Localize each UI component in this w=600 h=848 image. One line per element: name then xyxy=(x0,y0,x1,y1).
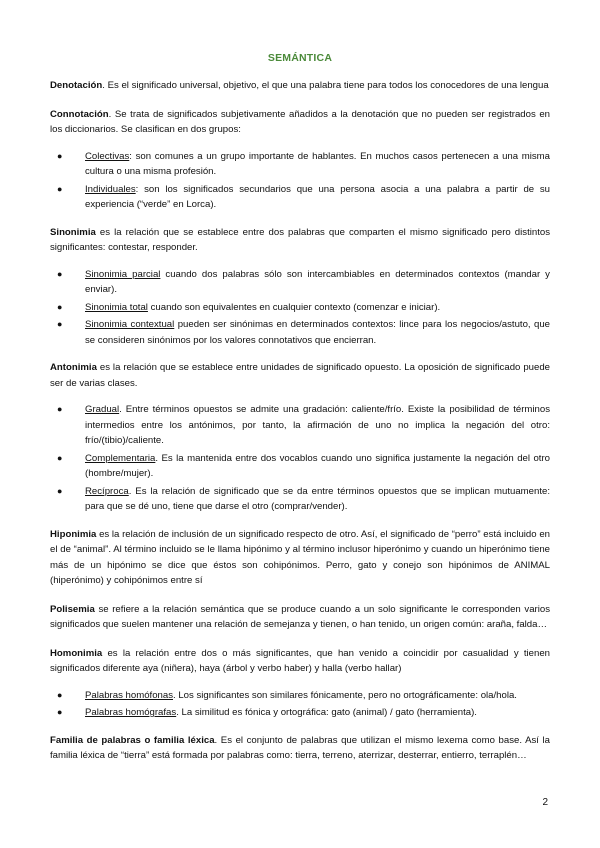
list-item-text: pueden ser sinónimas en determinados contextos: lince para los negocios/astuto, que se consideren sinónimos por los valores connotativos que encierran. xyxy=(85,319,550,346)
term-hiponimia: Hiponimia xyxy=(50,528,97,540)
list-item xyxy=(57,705,550,721)
list-item xyxy=(57,317,550,348)
bullet-icon: ● xyxy=(57,452,63,463)
antonimia-text: es la relación que se establece entre unidades de significado opuesto. La oposición de significado puede ser de varias clases. xyxy=(50,362,550,389)
sinonimia-text: es la relación que se establece entre dos palabras que comparten el mismo significado pero distintos significantes: contestar, responder. xyxy=(50,226,550,253)
term-homonimia: Homonimia xyxy=(50,647,103,659)
page-number: 2 xyxy=(542,797,548,808)
list-item xyxy=(57,688,550,704)
antonimia-list xyxy=(50,402,550,515)
list-item-text: . Los significantes son similares fónicamente, pero no ortográficamente: ola/hola. xyxy=(173,689,517,701)
homonimia-list xyxy=(50,688,550,721)
antonimia-paragraph xyxy=(50,360,550,391)
homonimia-paragraph xyxy=(50,646,550,677)
connotacion-text: . Se trata de significados subjetivamente añadidos a la denotación que no pueden ser registrados en los diccionarios. Se clasifican en dos grupos: xyxy=(50,108,550,135)
list-item-text: : son los significados secundarios que una persona asocia a una palabra a partir de su experiencia (“verde” en Lorca). xyxy=(85,183,550,210)
bullet-icon: ● xyxy=(57,183,63,194)
list-item-text: . Es la mantenida entre dos vocablos cuando uno significa justamente la negación del otro (hombre/mujer). xyxy=(85,452,550,479)
list-item-term: Palabras homógrafas xyxy=(85,707,177,718)
polisemia-paragraph xyxy=(50,602,550,633)
bullet-icon: ● xyxy=(57,707,63,717)
list-item-text: . Es la relación de significado que se da entre términos opuestos que se implican mutuamente: para que se dé uno, tiene que darse el otro (comprar/vender). xyxy=(85,485,550,512)
bullet-icon: ● xyxy=(57,319,63,329)
bullet-icon: ● xyxy=(57,689,63,700)
list-item-text: . Entre términos opuestos se admite una gradación: caliente/frío. Existe la posibilidad de términos intermedios entre los antónimos, por tanto, la afirmación de uno no implica la negación del otro: frío/(tibio)/caliente. xyxy=(85,404,550,446)
list-item-term: Individuales xyxy=(85,183,136,195)
polisemia-text: se refiere a la relación semántica que se produce cuando a un solo significante le corresponden varios significados que suelen mantener una relación de semejanza y tienen, o han tenido, un origen común: araña, falda… xyxy=(50,603,550,630)
bullet-icon: ● xyxy=(57,150,63,161)
list-item xyxy=(57,267,550,298)
list-item-text: . La similitud es fónica y ortográfica: gato (animal) / gato (herramienta). xyxy=(176,707,477,718)
hiponimia-paragraph xyxy=(50,527,550,589)
list-item xyxy=(57,300,550,316)
page-title: SEMÁNTICA xyxy=(267,52,333,64)
familia-text: . Es el conjunto de palabras que utilizan el mismo lexema como base. Así la familia léxica de “tierra” está formada por palabras como: tierra, terreno, aterrizar, desterrar, entierro, terraplén… xyxy=(50,734,550,761)
term-antonimia: Antonimia xyxy=(50,362,97,373)
list-item-text: : son comunes a un grupo importante de hablantes. En muchos casos pertenecen a una misma cultura o una misma profesión. xyxy=(85,150,550,177)
connotacion-paragraph xyxy=(50,107,550,138)
list-item-term: Sinonimia parcial xyxy=(85,268,161,280)
denotacion-paragraph xyxy=(50,78,550,94)
list-item xyxy=(57,182,550,213)
denotacion-text: . Es el significado universal, objetivo, el que una palabra tiene para todos los conocedores de una lengua xyxy=(102,80,549,91)
bullet-icon: ● xyxy=(57,485,63,496)
list-item xyxy=(57,451,550,482)
bullet-icon: ● xyxy=(57,301,63,312)
term-connotacion: Connotación xyxy=(50,108,109,120)
list-item-term: Complementaria xyxy=(85,452,156,464)
list-item-term: Gradual xyxy=(85,404,120,415)
document-page xyxy=(50,52,550,777)
list-item-term: Sinonimia contextual xyxy=(85,319,175,330)
sinonimia-list xyxy=(50,267,550,349)
term-polisemia: Polisemia xyxy=(50,603,95,615)
list-item-term: Recíproca xyxy=(85,485,129,497)
sinonimia-paragraph xyxy=(50,225,550,256)
list-item-text: cuando son equivalentes en cualquier contexto (comenzar e iniciar). xyxy=(147,301,441,313)
term-familia: Familia de palabras o familia léxica xyxy=(50,734,215,746)
bullet-icon: ● xyxy=(57,268,63,279)
list-item-term: Palabras homófonas xyxy=(85,689,173,701)
term-sinonimia: Sinonimia xyxy=(50,226,96,238)
list-item-term: Sinonimia total xyxy=(85,301,148,313)
list-item xyxy=(57,402,550,449)
familia-paragraph xyxy=(50,733,550,764)
list-item-term: Colectivas xyxy=(85,150,130,162)
list-item xyxy=(57,149,550,180)
list-item-text: cuando dos palabras sólo son intercambiables en determinados contextos (mandar y enviar). xyxy=(85,268,550,295)
bullet-icon: ● xyxy=(57,404,63,414)
term-denotacion: Denotación xyxy=(50,80,103,91)
hiponimia-text: es la relación de inclusión de un significado respecto de otro. Así, el significado de “perro” está incluido en el de “animal”. Al término incluido se le llama hipónimo y al término inclusor hiperónimo y cuando un hiperónimo tiene más de un hipónimo se dice que éstos son cohipónimos. Perro, gato y conejo son hipónimos de ANIMAL (hiperónimo) y cohipónimos entre sí xyxy=(50,528,550,586)
list-item xyxy=(57,484,550,515)
homonimia-text: es la relación entre dos o más significantes, que han venido a coincidir por casualidad y tienen significados diferente aya (niñera), haya (árbol y verbo haber) y halla (verbo hallar) xyxy=(50,647,550,674)
connotacion-list xyxy=(50,149,550,213)
